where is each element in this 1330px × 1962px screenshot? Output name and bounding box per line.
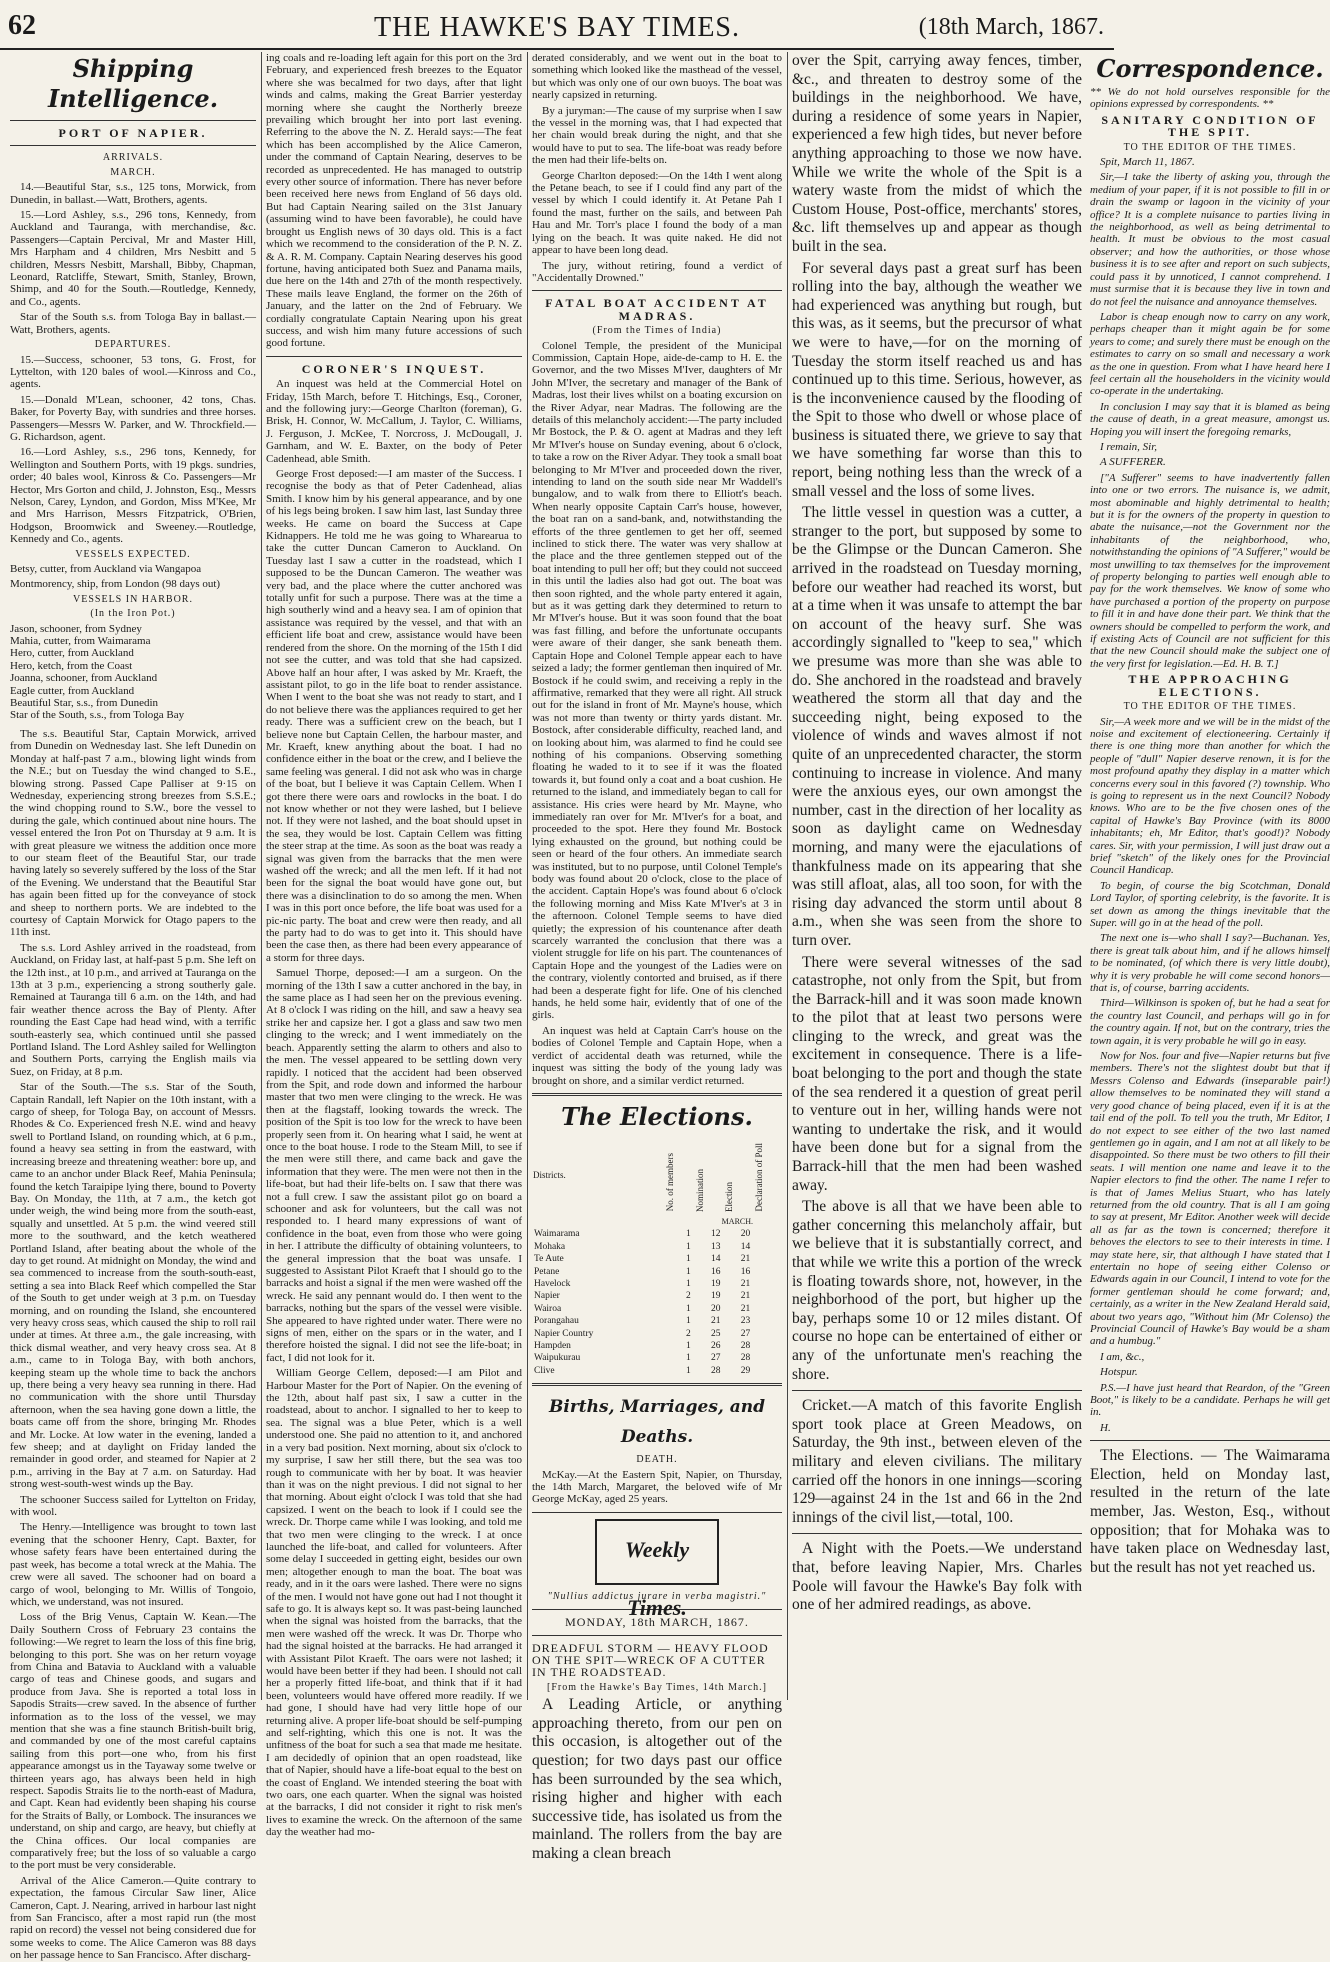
value-cell: 13 [710,1241,721,1252]
letter-paragraph: To begin, of course the big Scotchman, Donald Lord Taylor, of sporting celebrity, is the favorite. It is set down as among the things inevitable that the Super. will go in at the head of the poll. [1090,879,1330,929]
value-cell: 21 [740,1291,751,1302]
table-header: Districts. [533,1169,566,1180]
departure-entry: 16.—Lord Ashley, s.s., 296 tons, Kennedy, for Wellington and Southern Ports, with 19 pkgs. sundries, order; 40 bales wool, Kinross & Co. Passengers—Mr Hector, Mrs Gorton and child, J. Johnston, Esq., Messrs Nelson, Carey, Lyndon, and Gordon, Miss M'Kee, Mr and Mrs Harrison, Messrs Fitzpatrick, O'Brien, Hodgson, Broomwick and Sweeney.—Routledge, Kennedy and Co., agents. [10,446,256,546]
waimarama-paragraph: The Elections. — The Waimarama Election, held on Monday last, resulted in the return of the late member, Jas. Weston, Esq., without opposition; that for Mohaka was to have taken place on Wednesday last, but the result has not yet reached us. [1090,1447,1330,1576]
harbor-vessel: Eagle cutter, from Auckland [10,684,135,697]
value-cell: 20 [710,1303,721,1314]
expected-vessel: Montmorency, ship, from London (98 days out) [10,578,221,591]
shipping-paragraph: The schooner Success sailed for Lyttelton on Friday, with wool. [10,1493,256,1519]
storm-continuation: over the Spit, carrying away fences, timber, &c., and threaten to destroy some of the buildings in the neighborhood. We have, during a residence of some years in Napier, experienced a few high tides, but never before anything approaching to those we now have. While we write the whole of the Spit is a watery waste from the midst of which the Custom House, Post-office, merchants' stores, &c. lift themselves up and appear as though built in the sea. [792,52,1082,255]
table-row [532,1241,782,1253]
value-cell: 14 [710,1254,721,1265]
harbor-vessel: Star of the South, s.s., from Tologa Bay [10,709,185,722]
district-cell: Porangahau [534,1316,579,1327]
motto: "Nullius addictus jurare in verba magistri." [547,1590,767,1602]
inquest-heading: CORONER'S INQUEST. [301,361,487,376]
departure-entry: 15.—Donald M'Lean, schooner, 42 tons, Chas. Baker, for Poverty Bay, with sundries and three horses. Passengers—Messrs W. Parker, and W. Throckfield.—G. Richardson, agent. [10,393,256,443]
table-row [532,1340,782,1352]
inquest-continuation: The jury, without retiring, found a verdict of "Accidentally Drowned." [532,259,782,284]
editor-disclaimer: ** We do not hold ourselves responsible for the opinions expressed by correspondents. ** [1090,86,1330,111]
district-cell: Mohaka [534,1241,566,1252]
page-number: 62 [8,10,36,41]
value-cell: 1 [685,1303,691,1314]
column-shipping [10,52,257,1962]
value-cell: 27 [740,1328,751,1339]
issue-date-header: (18th March, 1867. [918,14,1104,40]
death-notice: McKay.—At the Eastern Spit, Napier, on Thursday, the 14th March, Margaret, the beloved wife of Mr George McKay, aged 25 years. [532,1468,782,1506]
vessels-in-harbor-heading: VESSELS IN HARBOR. [73,593,193,605]
value-cell: 21 [740,1254,751,1265]
value-cell: 26 [710,1340,721,1351]
inquest-continuation: derated considerably, and we went out in the boat to something which looked like the masthead of the vessel, but which was only one of our own buoys. The boat was nearly capsized in returning. [532,52,782,102]
value-cell: 1 [685,1229,691,1240]
table-header: Election [724,1181,735,1212]
letter-signoff: I remain, Sir, [1100,440,1158,453]
district-cell: Napier Country [534,1328,594,1339]
district-cell: Wairoa [534,1303,562,1314]
value-cell: 16 [740,1266,751,1277]
storm-subheading: [From the Hawke's Bay Times, 14th March.] [546,1681,767,1693]
district-cell: Havelock [534,1278,571,1289]
harbor-subheading: (In the Iron Pot.) [90,608,176,620]
shipping-paragraph: The s.s. Lord Ashley arrived in the roadstead, from Auckland, on Friday last, at half-past 5 p.m. She left on the 12th inst., at 10 p.m., and arrived at Tauranga on the 13th at 3 p.m., experiencing a strong southerly gale. Remained at Tauranga till 6 a.m. on the 14th, and had fair weather thence across the Bay of Plenty. After rounding the East Cape had head wind, with a terrific south-easterly sea, which continued until she passed Portland Island. The Lord Ashley sailed for Wellington and Southern Ports, carrying the English mails via Suez, on Friday, at 8 p.m. [10,941,256,1078]
shipping-paragraph: Loss of the Brig Venus, Captain W. Kean.—The Daily Southern Cross of February 23 contains the following:—We regret to learn the loss of this fine brig, belonging to this port. She was on her return voyage from China and Batavia to Auckland with a valuable cargo of teas and Chinese goods, and sugars and produce from Java. She is reported a total loss in Sapodis Straits—crew saved. In the absence of further information as to the loss of the vessel, we may mention that she was a fine staunch British-built brig, and commanded by one of the most careful captains sailing from this port—one who, from his first appearance amongst us in the Tayaway some twelve or thirteen years ago, has always been held in high respect. Sapodis Straits lie to the north-east of Madura, and Capt. Kean had evidently been shaping his course for the Straits of Bally, or Lombock. The insurances we understand, on ship and cargo, are heavy, but chiefly at the China offices. Our local companies are comparatively free; but the loss of so valuable a cargo to the port must be very considerable. [10,1611,256,1872]
value-cell: 1 [685,1353,691,1364]
table-header: Nomination [694,1168,705,1212]
shipping-paragraph: The s.s. Beautiful Star, Captain Morwick, arrived from Dunedin on Wednesday last. She left Dunedin on Monday at half-past 7 a.m., blowing light winds from the N.E.; but on Tuesday the wind changed to S.E., blowing strong. Passed Cape Palliser at 9·15 on Wednesday, experiencing strong breezes from S.S.E.; the wind chopping round to S.W., bore the vessel to during the gale, which continued about nine hours. The vessel entered the Iron Pot on Thursday at 9 a.m. It is with great pleasure we witness the addition once more to our steam fleet of the Beautiful Star, our trade having lately so severely suffered by the loss of the Star of the Evening. We understand that the Beautiful Star has again been fitted up for the conveyance of stock and sheep to northern ports. We are indebted to the courtesy of Captain Morwick for Otago papers to the 11th inst. [10,727,257,939]
value-cell: 28 [710,1365,721,1376]
value-cell: 14 [740,1241,751,1252]
newspaper-title: THE HAWKE'S BAY TIMES. [374,12,740,43]
storm-paragraph: There were several witnesses of the sad catastrophe, not only from the Spit, but from the Barrack-hill and it was soon made known to the pilot that at least two persons were clinging to the wreck, and great was the excitement in consequence. There is a life-boat belonging to the port and though the state of the sea rendered it a question of great peril to venture out in her, willing hands were not wanting to undertake the risk, and it would have been done but for a signal from the Barrack-hill that the men had been washed away. [792,953,1082,1194]
departures-heading: DEPARTURES. [94,339,172,351]
value-cell: 1 [685,1340,691,1351]
storm-paragraph: The above is all that we have been able to gather concerning this melancholy affair, but we believe that it is substantially correct, and that while we write this a portion of the wreck is floating towards shore, not, however, in the neighborhood of the port, but higher up the bay, perhaps some 10 or 12 miles distant. Of course no hope can be entertained of either or any of the unfortunate men's reaching the shore. [792,1198,1082,1383]
departure-entry: 15.—Success, schooner, 53 tons, G. Frost, for Lyttelton, with 120 bales of wool.—Kinross and Co., agents. [10,353,256,391]
harbor-vessel: Hero, cutter, from Auckland [10,647,134,660]
column-madras [532,52,782,1862]
port-heading: PORT OF NAPIER. [58,126,208,140]
death-heading: DEATH. [636,1454,678,1466]
letter-paragraph: Sir,—A week more and we will be in the midst of the noise and excitement of electioneering. Certainly if there is one thing more than another for which the people of "dull" Napier deserve renown, it is for the most profound apathy they display in a matter which concerns every soul in this favored (?) township. Who is going to represent us in the next Council? Nobody knows. Who are to be the five chosen ones of the capital of Hawke's Bay Province (with its 8000 inhabitants; eh, Mr Editor, that's good!)? Nobody cares. Sir, with your permission, I will just draw out a brief "sketch" of the likely ones for the Provincial Council Handicap. [1090,715,1330,877]
inquest-continuation: By a juryman:—The cause of my surprise when I saw the vessel in the morning was, that I had expected that her chain would break during the night, and that she would have to put to sea. The life-boat was ready before the men had their life-belts on. [532,104,782,167]
value-cell: 1 [685,1365,691,1376]
vessels-expected-heading: VESSELS EXPECTED. [75,548,191,560]
bmd-heading: Births, Marriages, and Deaths. [549,1397,765,1448]
shipping-paragraph: Star of the South.—The s.s. Star of the South, Captain Randall, left Napier on the 10th instant, with a cargo of sheep, for Tologa Bay, on account of Messrs. Rhodes & Co. Experienced fresh N.E. wind and heavy swell to Portland Island, on rounding which, at 6 p.m., found a heavy sea setting in from the eastward, with increasing breeze and threatening weather: bore up, and came to an anchor under Black Reef, Mahia Peninsula; found the ketch Taraipipe lying there, bound to Poverty Bay. On Monday, the 11th, at 7 a.m., the ketch got under weigh, the wind being more from the south-east, squally and unsettled. At 5 p.m. the wind veered still more to the southward, and the ketch weathered Portland Island, after beating about the whole of the day to get round. At midnight on Monday, the wind and sea commenced to increase from the south-south-east, setting a sea into Black Reef which compelled the Star of the South to get under weigh at 3 p.m. on Tuesday morning, and on rounding the Island, she encountered very heavy cross seas, which caused the ship to roll rail under at times. At three a.m., the gale increasing, with thick dismal weather, and very heavy cross sea. At 8 a.m., came to in Tologa Bay, with both anchors, keeping steam up the whole time to back the anchors up, there being a very heavy sea running in there. Had no communication with the shore until Thursday afternoon, when the sea having gone down a little, the boats came off from the shore, bringing Mr. Rhodes and Mr. Locke. At low water in the evening, landed a few sheep; and at daylight on Friday landed the remainder in good order, and steamed for Napier at 2 p.m., arriving in the Bay at 7 a.m. on Saturday. Had strong west-south-west winds up the Bay. [10,1081,256,1491]
section-title-correspondence: Correspondence. [1096,54,1324,83]
value-cell: 1 [685,1241,691,1252]
column-inquest [266,52,522,1839]
district-cell: Hampden [534,1340,571,1351]
value-cell: 21 [710,1316,721,1327]
letter-paragraph: Third—Wilkinson is spoken of, but he had a seat for the country last Council, and perhaps will go in for the country again. If not, but on the contrary, tries the town again, it is very probable he will go in easy. [1090,997,1330,1047]
district-cell: Waipukurau [534,1353,581,1364]
value-cell: 2 [685,1291,691,1302]
table-row [532,1365,782,1377]
table-month: MARCH. [721,1216,754,1226]
table-row [532,1266,782,1278]
madras-paragraph: Colonel Temple, the president of the Municipal Commission, Captain Hope, aide-de-camp to H. E. the Governor, and the two Misses M'Iver, daughters of Mr John M'Iver, the secretary and manager of the Bank of Madras, lost their lives whilst on a boating excursion on the River Adyar, near Madras. The following are the details of this melancholy accident:—The party included Mr Bostock, the P. & O. agent at Madras and they left Mr M'Iver's house on Sunday evening, about 6 o'clock, to take a row on the River Adyar. They took a small boat belonging to Mr M'Iver and proceeded down the river, intending to land on the south side near Mr Waddell's bungalow, and to walk from there to Elliott's beach. When nearly opposite Captain Carr's house, however, the boat ran on a sand-bank, and, notwithstanding the efforts of the three gentlemen to get her off, seemed inclined to stick there. The water was very shallow at the place and the three gentlemen stepped out of the boat intending to pull her off; but they could not succeed in this until the ladies also had got out. The boat was then soon righted, and the whole party entered it again, but as it was getting dark they determined to return to Mr M'Iver's house. But it was soon found that the boat was fast filling, and before the unfortunate occupants were aware of their danger, she sank beneath them. Captain Hope and Colonel Temple appear each to have seized a lady; the former gentleman then inquired of Mr. Bostock if he could swim, and receiving a reply in the affirmative, remarked that they were all right. All struck out for the island in front of Mr. Mayne's house, which was not more than twenty or thirty yards distant. Mr. Bostock, after considerable difficulty, reached land, and on looking about him, was alarmed to find he could see nothing of his companions. Observing something floating he waded to it to see if it was the floated towards it, but found only a coat and a boat cushion. He returned to the island, and immediately began to call for assistance. His cries were heard by Mr. Mayne, who immediately ran over for Mr. M'Iver's for a boat, and proceeded to the spot. Here they found Mr. Bostock lying exhausted on the ground, but nothing could be seen or heard of the four others. An immediate search was instituted, but to no purpose, until Colonel Temple's body was found about 20 o'clock, close to the place of the accident. Captain Hope's was found about 6 o'clock the following morning and Miss Kate M'Iver's at 3 in the afternoon. Colonel Temple seems to have died quietly; the expression of his countenance after death scarcely warranted the conclusion that there was a violent struggle for life on his part. The countenances of Captain Hope and the youngest of the Ladies were on the contrary, violently contorted and bruised, as if there had been a desperate fight for life. One of his clenched hands, he held some hair, evidently that of one of the girls. [532,339,782,1022]
harbor-vessel: Jason, schooner, from Sydney [10,622,142,635]
column-rule [261,52,262,1700]
madras-heading: FATAL BOAT ACCIDENT AT MADRAS. [545,296,769,323]
shipping-paragraph: The Henry.—Intelligence was brought to town last evening that the schooner Henry, Capt. Baxter, for whose safety fears have been entertained during the past week, has become a total wreck at the Mahia. The crew were all saved. The schooner had on board a cargo of wool, belonging to Mr. Willis of Tongoio, which, we understand, was not insured. [10,1521,256,1608]
inquest-paragraph: An inquest was held at the Commercial Hotel on Friday, 15th March, before T. Hitchings, Esq., Coroner, and the following jury:—George Charlton (foreman), G. Brisk, H. Connor, W. McCallum, J. Taylor, C. Williams, J. Ferguson, J. McKee, T. Norcross, J. McDougall, J. Garnham, and W. E. Baxter, on the body of Peter Cadenhead, able Smith. [266,378,522,465]
value-cell: 1 [685,1254,691,1265]
value-cell: 19 [710,1278,721,1289]
harbor-vessel: Joanna, schooner, from Auckland [10,672,158,685]
harbor-vessel: Beautiful Star, s.s., from Dunedin [10,697,159,710]
storm-paragraph: The little vessel in question was a cutter, a stranger to the port, but supposed by some to be the Glimpse or the Duncan Cameron. She arrived in the roadstead on Tuesday morning, before our weather had reached its worst, but at a time when it was unsafe to attempt the bar on account of the heavy surf. She was accordingly signalled to "keep to sea," which we presume was more than she was able to do. She anchored in the roadstead and bravely weathered the storm all that day and the succeeding night, being exposed to the violence of winds and waves almost if not quite of an unprecedented character, the storm continuing to increase in violence. And many were the anxious eyes, our own amongst the number, cast in the direction of her locality as soon as daylight came on Wednesday morning, and many were the ejaculations of thankfulness made on its appearing that she was still afloat, alas, all too soon, for with the rising day advanced the storm until about 8 a.m., when she was seen from the shore to turn over. [792,504,1082,949]
table-row [532,1278,782,1290]
inquest-continuation: George Charlton deposed:—On the 14th I went along the Petane beach, to see if I could find any part of the vessel by which I could identify it. At Petane Pah I found the mast, further on the sails, and between Pah Hau and Mr. Torr's place I found the body of a man lying on the beach. It was quite naked. He did not appear to have been long dead. [532,169,782,257]
inquest-paragraph: Samuel Thorpe, deposed:—I am a surgeon. On the morning of the 13th I saw a cutter anchored in the bay, in the same place as I had seen her on the previous evening. At 8 o'clock I was riding on the hill, and saw a heavy sea strike her and capsize her. I got a glass and saw two men clinging to the wreck; and I went immediately on the beach. Apparently setting the alarm to others and also to the men. The vessel appeared to be settling down very rapidly. I noticed that the accident had been observed from the Spit, and rode down and informed the harbour master that two men were clinging to the wreck. He was then at the flagstaff, looking towards the wreck. The position of the Spit is too low for the wreck to have been properly seen from it. On hearing what I said, he went at once to the boat house. I rode to the Steam Mill, to see if the men were still there, and came back and gave the information that they were. The men were not then in the life-boat, but had their life-belts on. I saw that there was not a full crew. I saw the assistant pilot go on board a schooner and ask for volunteers, but the call was not responded to. I heard many expressions of want of confidence in the boat, even from those who were going in her. I attribute the difficulty of obtaining volunteers, to the general impression that the boat was unsafe. I suggested to Assistant Pilot Kraeft that I should go to the barracks and hoist a signal if the men were washed off the wreck. He said any pennant would do. I then went to the barracks, nothing but the spars of the vessel were visible. She appeared to have righted under water. There were no signs of men, either on the spars or in the water, and I therefore hoisted the signal. I did not see the life-boat; in fact, I did not look for it. [266,967,522,1364]
value-cell: 21 [740,1278,751,1289]
letter-signature: Hotspur. [1100,1366,1138,1379]
district-cell: Clive [534,1365,555,1376]
letter-postscript: P.S.—I have just heard that Reardon, of the "Green Boot," is likely to be a candidate. Perhaps he will get in. [1090,1381,1330,1419]
table-header: No. of members [664,1153,675,1212]
editor-note: ["A Sufferer" seems to have inadvertently fallen into one or two errors. The nuisance is, we admit, most abominable and highly detrimental to health; but it is for the owners of the property in question to abate the nuisance,—not the Government nor the inhabitants of the neighborhood, who, notwithstanding the opinions of "A Sufferer," would be most unwilling to tax themselves for the improvement of property belonging to parties well enough able to pay for the work themselves. We know of some who have purchased a portion of the property on purpose to fill it in and have done their part. We think that the owners should be compelled to perform the work, and if existing Acts of Council are not sufficient for this that the new Council should make the subject one of the very first for legislation.—Ed. H. B. T.] [1090,471,1330,670]
letter-paragraph: Labor is cheap enough now to carry on any work, perhaps cheaper than it might again be for some years to come; and surely there must be enough on the estimates to carry on so small and necessary a work as the one in question. From what I have heard here I feel certain all the householders in the vicinity would co-operate in the undertaking. [1090,310,1330,398]
value-cell: 21 [740,1303,751,1314]
month-label: MARCH. [110,166,156,178]
table-row [532,1352,782,1364]
shipping-paragraph: Arrival of the Alice Cameron.—Quite contrary to expectation, the famous Circular Saw liner, Alice Cameron, Capt. J. Nearing, arrived in harbour last night from San Francisco, after a most rapid run (the most rapid on record) the vessel not being considered due for some weeks to come. The Alice Cameron was 88 days on her passage hence to San Francisco. After discharg- [10,1874,256,1962]
letter-to: TO THE EDITOR OF THE TIMES. [1123,701,1297,713]
table-row [532,1228,782,1240]
section-title-shipping: Shipping Intelligence. [47,54,219,113]
column-rule [527,52,528,1700]
value-cell: 1 [685,1266,691,1277]
letter-postscript-signature: H. [1100,1421,1111,1434]
letter-paragraph: In conclusion I may say that it is blamed as being the cause of death, in a great measure, amongst us. Hoping you will insert the foregoing remarks, [1090,400,1330,438]
district-cell: Te Aute [534,1254,564,1265]
storm-paragraph: For several days past a great surf has been rolling into the bay, although the weather we had experienced was anything but rough, but this was, as it seems, but the precursor of what we were to have,—for on the morning of Tuesday the storm itself reached us and has continued up to this time. Serious, however, as is the inconvenience caused by the flooding of the Spit to those who dwell or whose place of business is situated there, we grieve to say that we have something far worse than this to report, being nothing less than the wreck of a small vessel and the loss of some lives. [792,259,1082,500]
madras-paragraph: An inquest was held at Captain Carr's house on the bodies of Colonel Temple and Captain Hope, when a verdict of accidental death was returned, while the inquest was sitting the body of the young lady was brought on shore, and a similar verdict returned. [532,1024,782,1087]
value-cell: 28 [740,1353,751,1364]
weekly-times-logo: Weekly Times. [595,1519,719,1585]
arrival-entry: 15.—Lord Ashley, s.s., 296 tons, Kennedy, from Auckland and Tauranga, with merchandise, &c. Passengers—Captain Percival, Mr and Master Hill, Mrs Harpham and 4 children, Mrs Nesbitt and 5 children, Messrs Nesbitt, Marshall, Bibby, Chapman, Leonard, Ratcliffe, Stewart, Smith, Stanley, Brown, Shimp, and 40 for the South.—Routledge, Kennedy, and Co., agents. [10,209,256,308]
value-cell: 16 [710,1266,721,1277]
value-cell: 19 [710,1291,721,1302]
letter-heading: THE APPROACHING ELECTIONS. [1128,672,1292,699]
value-cell: 25 [710,1328,721,1339]
district-cell: Napier [534,1291,560,1302]
table-row [532,1290,782,1302]
inquest-paragraph: William George Cellem, deposed:—I am Pilot and Harbour Master for the Port of Napier. On the evening of the 12th, about half past six, I saw a cutter in the roadstead, about to anchor. I signalled to her to keep to sea. The signal was a blue Peter, which is a well understood one. She paid no attention to it, and anchored in a very bad position. Next morning, about six o'clock to my surprise, I saw her still there, but the sea was too rough to communicate with her by boat. It was heavier than it was on the night previous. I did not signal to her that morning. About eight o'clock I was told that she had capsized. I went on the beach to look if I could see the wreck. Dr. Thorpe came while I was looking, and told me that two men were clinging to the wreck. I at once launched the life-boat, and called for volunteers. After some delay I succeeded in getting eight, besides our own men; altogether enough to man the boat. The boat was ready, and in it the oars were lashed. There were no signs of the men. I would not have gone out had I not thought it safe to go. It is always kept so. It was past-being launched when the signal was hoisted from the barracks, that the men were washed off the wreck. It was Dr. Thorpe who had the signal hoisted at the barracks. He had arranged it with Assistant Pilot Kraeft. The oars were not lashed; it would have been better if they had been. I should not call her a properly fitted life-boat, and think that if it had been, volunteers would have offered more readily. If we had gone, I should have had very little hope of our returning alive. A proper life-boat should be self-pumping and self-righting, which this one is not. It was the unfitness of the boat for such a sea that made me hesitate. I am decidedly of opinion that an open roadstead, like that of Napier, should have a life-boat equal to the best on the coast of England. We intended steering the boat with two oars, one each quarter. When the signal was hoisted at the barracks, I did not consider it right to risk men's lives to examine the wreck. On the afternoon of the same day the weather had mo- [266,1367,522,1839]
letter-signoff: I am, &c., [1100,1350,1145,1363]
letter-heading: SANITARY CONDITION OF THE SPIT. [1101,112,1319,140]
storm-paragraph: A Leading Article, or anything approaching thereto, from our pen on this occasion, is altogether out of the question; for two days past our office has been surrounded by the sea which, rising higher and higher with each successive tide, has isolated us from the mainland. The rollers from the bay are making a clean breach [532,1696,782,1862]
value-cell: 29 [740,1365,751,1376]
letter-signature: A SUFFERER. [1100,456,1166,469]
harbor-vessel: Hero, ketch, from the Coast [10,659,133,672]
arrival-entry: Star of the South s.s. from Tologa Bay in ballast.—Watt, Brothers, agents. [10,311,256,336]
value-cell: 12 [710,1229,721,1240]
poets-paragraph: A Night with the Poets.—We understand that, before leaving Napier, Mrs. Charles Poole will favour the Hawke's Bay folk with one of her admired readings, as above. [792,1540,1082,1614]
inquest-paragraph: George Frost deposed:—I am master of the Success. I recognise the body as that of Peter Cadenhead, alias Smith. I know him by his general appearance, and by one of his legs being broken. I saw him last, last Sunday three weeks. He came on board the Success at Cape Kidnappers. He told me he was going to Wharearua to take the cutter Duncan Cameron to Auckland. On Tuesday last I saw a cutter in the roadstead, which I supposed to be the Duncan Cameron. The weather was very bad, and the place where the cutter anchored was totally unfit for such a purpose. There was at the time a high southerly wind and a heavy sea. I am of opinion that assistance was required by the vessel, and that with an efficient life boat and crew, assistance would have been rendered from the shore. On the morning of the 15th I did not see the cutter, and was told that she had capsized. Above half an hour after, I was asked by Mr. Kraeft, the assistant pilot, to go in the life boat to render assistance. When I went to the boat she was not ready to start, and I do not believe there was the appliances required to get her ready. There was a sufficient crew on the beach, but I believe none but Captain Cellen, the harbour master, and Mr. Kraeft, knew anything about the boat. I had no confidence either in the boat or the crew, and I believe the same feeling was general. I did not ask who was in charge of the boat, but I believe it was Captain Cellem. When I got there there were oars and rowlocks in the boat. I do not know whether or not they were lashed, but I believe not. If they were not lashed, and the boat should upset in the sea, they would be lost. Captain Cellem was fitting the steer strap at the time. As soon as the boat was ready a signal was given from the barracks that the men were washed off the wreck; and all the men left. If it had not been for the signal the boat would have gone out, but there was a disinclination to do so among the men. When I was in this port once before, the life boat was used for a pic-nic party. The boat and crew were then ready, and all the party had to do was to get into it. This should have been the case then, as there had been every appearance of a storm for three days. [266,468,522,964]
expected-vessel: Betsy, cutter, from Auckland via Wangapoa [10,563,202,575]
value-cell: 27 [710,1353,721,1364]
letter-paragraph: Sir,—I take the liberty of asking you, through the medium of your paper, if it is not possible to fill in or drain the swamp or lagoon in the vicinity of your office? It is a complete nuisance to parties living in the neighborhood, as well as being detrimental to health. It must be obvious to the most casual observer; and how the authorities, or those whose business it is to see after and report on such subjects, could pass it by unnoticed, I cannot comprehend. I must surmise that it is because they live in town and do not feel the nuisance and annoyance themselves. [1090,171,1330,308]
issue-date: MONDAY, 18th MARCH, 1867. [565,1615,749,1630]
madras-subheading: (From the Times of India) [592,325,722,337]
masthead [0,0,1114,50]
letter-paragraph: The next one is—who shall I say?—Buchanan. Yes, there is great talk about him, and if he allows himself to be nominated, (of which there is very little doubt), why it is very probable he will come second honors—that is, of course, barring accidents. [1090,932,1330,995]
value-cell: 1 [685,1316,691,1327]
table-row [532,1328,782,1340]
value-cell: 20 [740,1229,751,1240]
column-rule [787,52,788,1700]
district-cell: Petane [534,1266,560,1277]
cricket-paragraph: Cricket.—A match of this favorite English sport took place at Green Meadows, on Saturday, the 9th inst., between eleven of the military and eleven civilians. The military carried off the honors in one innings—scoring 129—against 24 in the 1st and 66 in the 2nd innings of the civil list,—total, 100. [792,1397,1082,1526]
arrival-entry: 14.—Beautiful Star, s.s., 125 tons, Morwick, from Dunedin, in ballast.—Watt, Brothers, agents. [10,181,256,206]
elections-table [532,1134,782,1377]
letter-paragraph: Now for Nos. four and five—Napier returns but five members. There's not the slightest doubt but that if Messrs Colenso and Edwards (inseparable pair!) allow themselves to be nominated they will stand a very good chance of being placed, even if it is at the tail end of the poll. To tell you the truth, Mr Editor, I do not expect to see either of the two last named gentlemen go in again, and I am not at all likely to be disappointed. So there must be two others to fill their seats. I will mention one name and leave it to the Napier electors to find the other. The name I refer to is that of James Melius Stuart, who has lately returned from the old country. That is all I am going to say at present, Mr Editor. Another week will decide all as far as the town is concerned; therefore it behoves the electors to see to their interests in time. I may state here, sir, that although I have stated that I entertain no hope of seeing either Colenso or Edwards again in our Council, I intend to vote for the former gentleman should he come forward; and, certainly, as a writer in the New Zealand Herald said, about two years ago, "Without him (Mr Colenso) the Provincial Council of Hawke's Bay would be a sham and a humbug." [1090,1050,1330,1348]
letter-to: TO THE EDITOR OF THE TIMES. [1123,141,1297,153]
column-correspondence [1090,52,1330,1702]
table-header: Declaration of Poll [754,1143,765,1212]
elections-heading: The Elections. [561,1101,753,1131]
value-cell: 28 [740,1340,751,1351]
value-cell: 23 [740,1316,751,1327]
table-row [532,1303,782,1315]
table-row [532,1315,782,1327]
storm-heading: DREADFUL STORM — HEAVY FLOOD ON THE SPIT—WRECK OF A CUTTER IN THE ROADSTEAD. [532,1640,769,1680]
table-row [532,1253,782,1265]
article-continuation: ing coals and re-loading left again for this port on the 3rd February, and experienced fresh breezes to the Equator where she was becalmed for two days, after that light winds and calms, making the Great Barrier yesterday morning where she caught the Northerly breeze prevailing which brought her into port last evening. Referring to the above the N. Z. Herald says:—The feat which has been accomplished by the Alice Cameron, under the command of Captain Nearing, deserves to be recorded as unprecedented. He has managed to outstrip every other source of information. There has never before been received here news from England of 56 days old. But had Captain Nearing sailed on the 31st January (assuming wind to have been favorable), he could have brought us English news of 30 days old. This is a fact which we recommend to the consideration of the P. N. Z. & A. R. M. Company. Captain Nearing deserves his good fortune, having anticipated both Suez and Panama mails, due here on the 14th and 27th of the month respectively. These mails leave England, the former on the 26th of January, and the latter on the 2nd of February. We cordially congratulate Captain Nearing upon his great success, and wish him many future accessions of such good fortune. [266,52,522,350]
harbor-vessel: Mahia, cutter, from Waimarama [10,635,151,648]
column-storm [792,52,1082,1702]
value-cell: 2 [685,1328,691,1339]
letter-place: Spit, March 11, 1867. [1100,156,1195,169]
district-cell: Waimarama [534,1229,580,1240]
value-cell: 1 [685,1278,691,1289]
arrivals-heading: ARRIVALS. [102,152,164,164]
